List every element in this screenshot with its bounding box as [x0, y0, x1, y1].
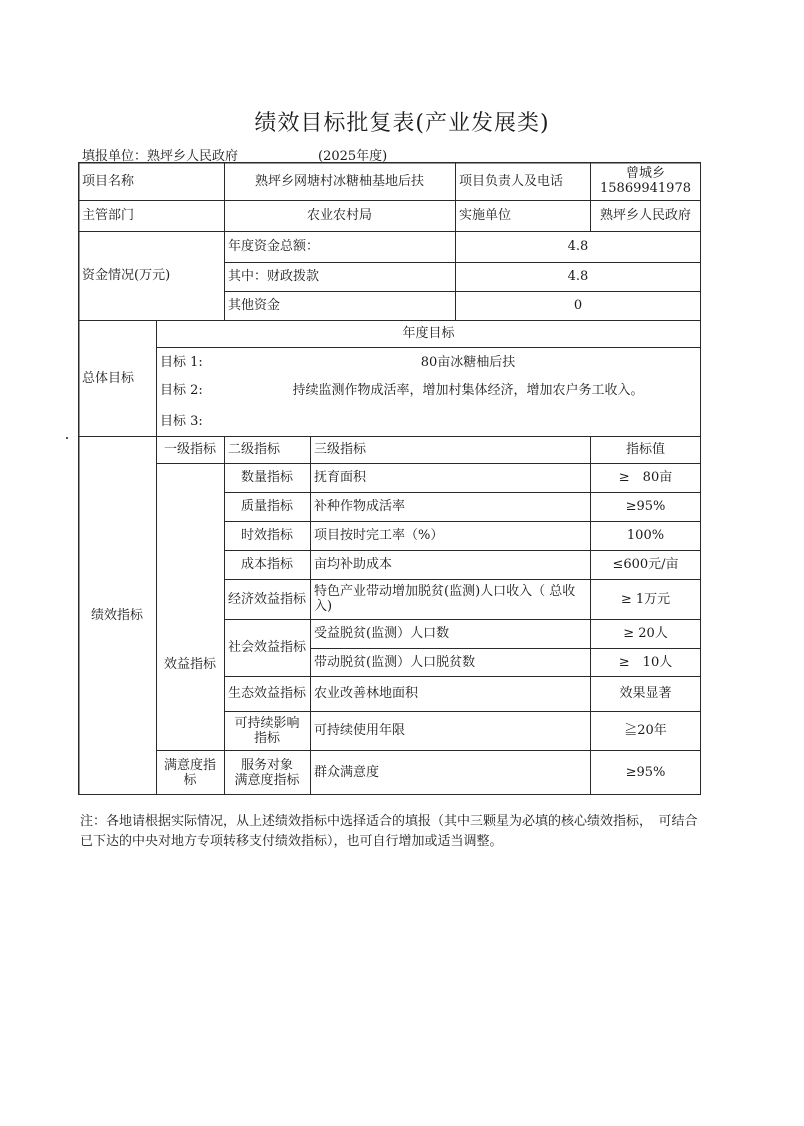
goals-header: 年度目标	[402, 326, 455, 341]
goals-label: 总体目标	[82, 370, 135, 386]
row-value: ≥ 10人	[618, 654, 673, 670]
goal-2-text: 持续监测作物成活率，增加村集体经济，增加农户务工收入。	[292, 382, 644, 398]
report-year: (2025年度)	[318, 149, 388, 164]
funds-fiscal-label: 其中：财政拨款	[228, 269, 320, 284]
impl-unit-label: 实施单位	[459, 208, 512, 223]
row-level3: 补种作物成活率	[314, 499, 406, 514]
department-value: 农业农村局	[306, 208, 372, 223]
goal-3-label: 目标 3:	[160, 413, 203, 429]
row-level2: 服务对象 满意度指标	[234, 757, 307, 788]
footnote: 注：各地请根据实际情况，从上述绩效指标中选择适合的填报（其中三颗星为必填的核心绩效指标， 可结合已下达的中央对地方专项转移支付绩效指标），也可自行增加或适当调整。	[80, 814, 698, 849]
row-level3: 可持续使用年限	[314, 723, 406, 738]
performance-table	[78, 162, 701, 795]
funds-other-value: 0	[573, 298, 583, 313]
row-value: ≤600元/亩	[612, 557, 679, 572]
row-level3: 特色产业带动增加脱贫(监测)人口收入（ 总收入)	[314, 584, 576, 614]
col-level1: 一级指标	[163, 442, 216, 457]
scan-speck	[66, 437, 68, 439]
row-level3: 受益脱贫(监测）人口数	[314, 626, 450, 641]
funds-total-value: 4.8	[567, 239, 589, 254]
funds-label: 资金情况(万元)	[82, 268, 171, 283]
row-level2: 经济效益指标	[227, 591, 306, 607]
row-level3: 亩均补助成本	[314, 557, 393, 572]
row-value: ≧20年	[624, 723, 667, 738]
project-name-label: 项目名称	[82, 173, 135, 189]
col-level2: 二级指标	[228, 442, 281, 457]
goal-3-text	[248, 410, 688, 432]
project-phone: 15869941978	[600, 181, 691, 196]
col-value: 指标值	[625, 442, 665, 457]
goal-1-label: 目标 1:	[160, 354, 203, 370]
row-level2: 生态效益指标	[227, 686, 306, 701]
row-level3: 抚育面积	[314, 470, 367, 485]
project-leader: 曾城乡	[625, 166, 665, 181]
department-label: 主管部门	[82, 208, 135, 223]
row-level2: 可持续影响指标	[234, 715, 300, 746]
row-level2: 数量指标	[240, 470, 293, 485]
performance-label: 绩效指标	[90, 608, 143, 623]
row-value: ≥ 1万元	[620, 591, 671, 607]
row-level3: 群众满意度	[314, 765, 380, 780]
project-name: 熟坪乡网塘村冰糖柚基地后扶	[254, 173, 424, 189]
project-leader-label: 项目负责人及电话	[459, 173, 564, 189]
row-level2: 时效指标	[240, 528, 293, 543]
row-level2: 质量指标	[240, 499, 293, 514]
row-value: ≥ 80亩	[618, 470, 673, 485]
group-benefit: 效益指标	[163, 657, 216, 672]
row-level3: 项目按时完工率（%）	[314, 528, 444, 543]
funds-total-label: 年度资金总额：	[228, 239, 320, 254]
goal-2-label: 目标 2:	[160, 382, 203, 398]
project-leader-cell	[590, 162, 701, 200]
row-value: ≥95%	[625, 499, 666, 514]
row-value: 效果显著	[619, 686, 672, 701]
reporting-unit: 填报单位：熟坪乡人民政府	[82, 149, 239, 164]
page-title: 绩效目标批复表(产业发展类)	[254, 111, 550, 136]
funds-fiscal-value: 4.8	[567, 269, 589, 284]
impl-unit-value: 熟坪乡人民政府	[599, 208, 691, 223]
col-level3: 三级指标	[314, 442, 367, 457]
row-value: ≥95%	[625, 765, 666, 780]
funds-other-label: 其他资金	[228, 298, 281, 313]
row-level3: 带动脱贫(监测）人口脱贫数	[314, 654, 476, 670]
goal-1-text: 80亩冰糖柚后扶	[420, 354, 516, 370]
group-satisfaction: 满意度指标	[163, 757, 216, 788]
row-level2: 社会效益指标	[227, 640, 306, 655]
row-level2: 成本指标	[240, 557, 293, 572]
row-value: 100%	[626, 528, 665, 543]
row-level3: 农业改善林地面积	[314, 686, 419, 701]
row-value: ≥ 20人	[623, 626, 668, 641]
